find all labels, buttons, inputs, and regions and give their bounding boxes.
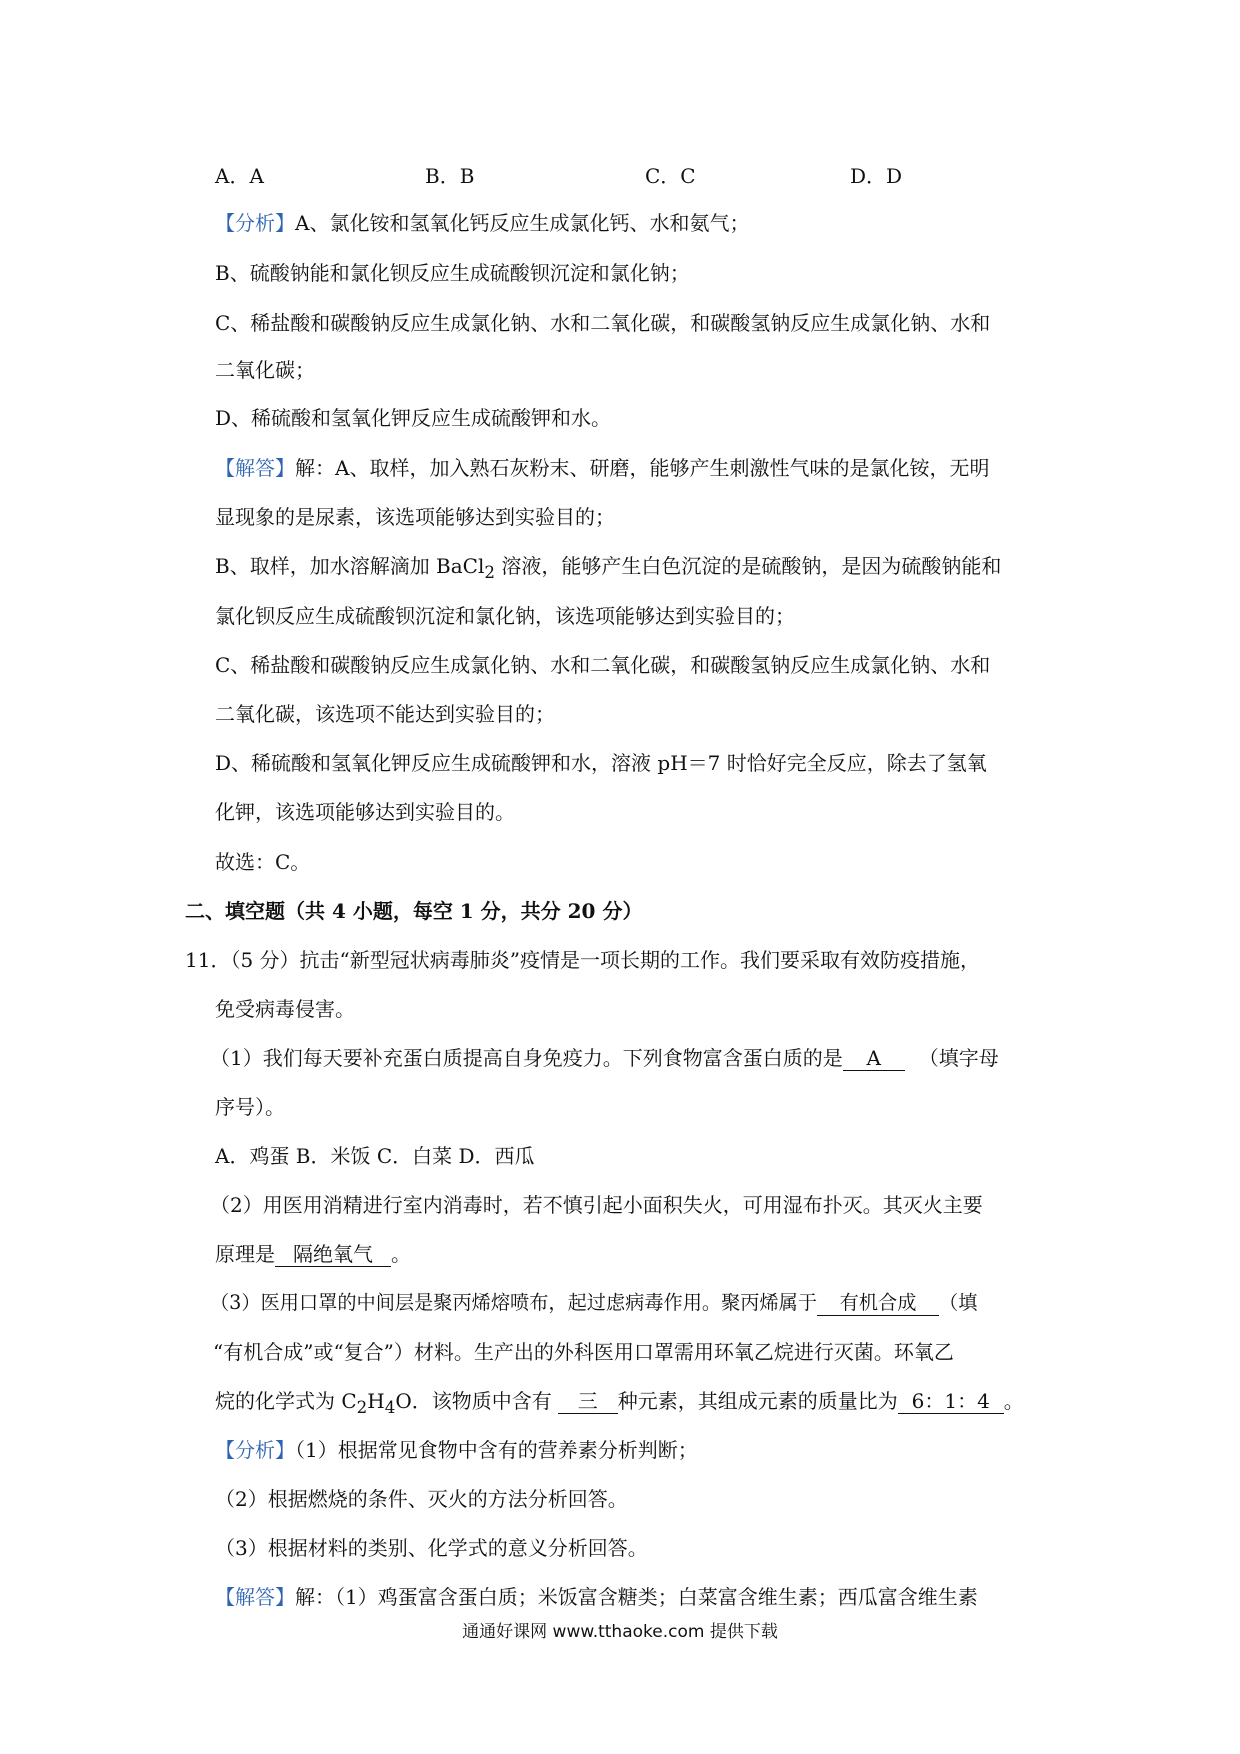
question-part-1: 序号）。 xyxy=(215,1095,285,1119)
analysis-line xyxy=(215,210,749,236)
answer-text: 解：（1）鸡蛋富含蛋白质；米饭富含糖类；白菜富含维生素；西瓜富含维生素 xyxy=(295,1585,978,1609)
analysis-line: C、稀盐酸和碳酸钠反应生成氯化钠、水和二氧化碳，和碳酸氢钠反应生成氯化钠、水和 xyxy=(215,311,991,335)
question-part-3 xyxy=(215,1388,1024,1421)
part-text: 种元素，其组成元素的质量比为 xyxy=(617,1389,898,1413)
question-part-3 xyxy=(210,1290,977,1316)
option-d: D．D xyxy=(850,164,903,188)
answer-line: C、稀盐酸和碳酸钠反应生成氯化钠、水和二氧化碳，和碳酸氢钠反应生成氯化钠、水和 xyxy=(215,653,991,677)
option-a: A．A xyxy=(215,164,264,188)
part-text: （填 xyxy=(939,1291,978,1314)
answer-line: 氯化钡反应生成硫酸钡沉淀和氯化钠，该选项能够达到实验目的； xyxy=(215,604,795,628)
analysis-text: （1）根据常见食物中含有的营养素分析判断； xyxy=(295,1438,698,1462)
question-part-1 xyxy=(210,1045,999,1071)
option-b: B．B xyxy=(425,164,475,188)
answer-text: 溶液，能够产生白色沉淀的是硫酸钠，是因为硫酸钠能和 xyxy=(494,554,1002,578)
answer-line xyxy=(215,1584,978,1610)
page-footer: 通通好课网 www.tthaoke.com 提供下载 xyxy=(462,1622,778,1642)
part-text: O．该物质中含有 xyxy=(395,1389,552,1413)
analysis-text: A、氯化铵和氢氧化钙反应生成氯化钙、水和氨气； xyxy=(295,211,750,235)
part-text: （3）医用口罩的中间层是聚丙烯熔喷布，起过虑病毒作用。聚丙烯属于 xyxy=(210,1291,818,1314)
analysis-line: （2）根据燃烧的条件、灭火的方法分析回答。 xyxy=(215,1487,628,1511)
analysis-line: D、稀硫酸和氢氧化钾反应生成硫酸钾和水。 xyxy=(215,406,612,430)
answer-line xyxy=(215,455,989,481)
part-text: 原理是 xyxy=(215,1242,275,1266)
part-text: （填字母 xyxy=(918,1046,999,1070)
question-stem: 免受病毒侵害。 xyxy=(215,997,355,1021)
answer-line: 二氧化碳，该选项不能达到实验目的； xyxy=(215,702,555,726)
answer-tag: 【解答】 xyxy=(215,456,295,480)
answer-blank: 6：1：4 xyxy=(898,1389,1004,1414)
option-c: C．C xyxy=(645,164,696,188)
answer-text: B、取样，加水溶解滴加 BaCl xyxy=(215,554,485,578)
answer-blank: A xyxy=(843,1046,905,1071)
food-options: A．鸡蛋 B．米饭 C．白菜 D．西瓜 xyxy=(215,1144,535,1168)
part-text: 。 xyxy=(1003,1389,1024,1413)
analysis-tag: 【分析】 xyxy=(215,1438,295,1462)
part-text: H xyxy=(367,1389,385,1413)
question-stem: 11．（5 分）抗击“新型冠状病毒肺炎”疫情是一项长期的工作。我们要采取有效防疫措施， xyxy=(185,948,980,972)
answer-line: D、稀硫酸和氢氧化钾反应生成硫酸钾和水，溶液 pH＝7 时恰好完全反应，除去了氢氧 xyxy=(215,751,987,775)
part-text: 。 xyxy=(391,1242,411,1266)
part-text: （1）我们每天要补充蛋白质提高自身免疫力。下列食物富含蛋白质的是 xyxy=(210,1046,843,1070)
analysis-tag: 【分析】 xyxy=(215,211,295,235)
answer-line: 显现象的是尿素，该选项能够达到实验目的； xyxy=(215,505,615,529)
subscript: 2 xyxy=(484,563,495,582)
question-part-3: “有机合成”或“复合”）材料。生产出的外科医用口罩需用环氧乙烷进行灭菌。环氧乙 xyxy=(213,1340,954,1364)
answer-line xyxy=(215,553,1001,586)
analysis-line xyxy=(215,1437,698,1463)
answer-blank: 隔绝氧气 xyxy=(275,1242,391,1267)
section-title: 二、填空题（共 4 小题，每空 1 分，共分 20 分） xyxy=(185,899,643,923)
answer-text: 解：A、取样，加入熟石灰粉末、研磨，能够产生刺激性气味的是氯化铵，无明 xyxy=(295,456,990,480)
part-text: 烷的化学式为 C xyxy=(215,1389,357,1413)
analysis-line: 二氧化碳； xyxy=(215,358,315,382)
question-part-2 xyxy=(215,1241,411,1267)
subscript: 4 xyxy=(384,1398,396,1417)
answer-tag: 【解答】 xyxy=(215,1585,295,1609)
analysis-line: B、硫酸钠能和氯化钡反应生成硫酸钡沉淀和氯化钠； xyxy=(215,261,690,285)
answer-choice: 故选：C。 xyxy=(215,850,311,874)
answer-blank: 有机合成 xyxy=(817,1291,939,1316)
answer-blank: 三 xyxy=(558,1389,618,1414)
analysis-line: （3）根据材料的类别、化学式的意义分析回答。 xyxy=(215,1536,648,1560)
subscript: 2 xyxy=(356,1398,368,1417)
question-part-2: （2）用医用消精进行室内消毒时，若不慎引起小面积失火，可用湿布扑灭。其灭火主要 xyxy=(210,1193,983,1217)
answer-line: 化钾，该选项能够达到实验目的。 xyxy=(215,800,515,824)
